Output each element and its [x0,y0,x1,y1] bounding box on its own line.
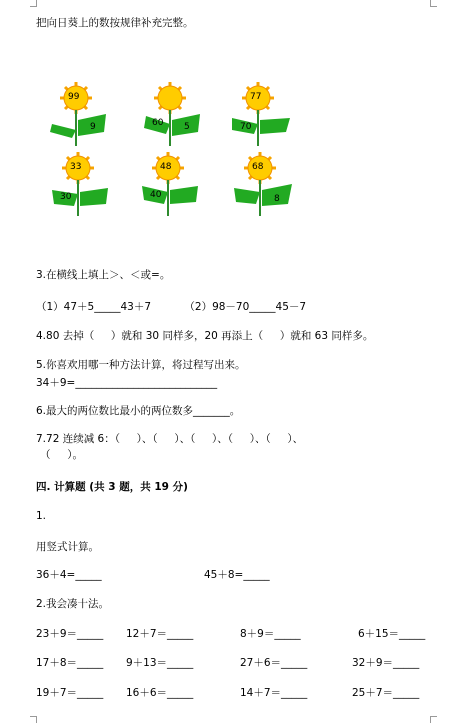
q3-line: （1）47＋5_____43＋7 （2）98－70_____45－7 [36,301,307,313]
leaf-number: 70 [240,122,252,132]
sunflower [140,150,210,224]
leaf-number: 8 [274,194,280,204]
flower-number: 48 [160,162,172,172]
q4-text: 4.80 去掉（ ）就和 30 同样多，20 再添上（ ）就和 63 同样多。 [36,330,374,342]
corner-mark [30,0,37,7]
leaf-number: 40 [150,190,162,200]
c2-problem: 14＋7＝_____ [240,687,308,699]
q7-line2: （ ）。 [40,449,83,461]
c2-problem: 9＋13＝_____ [126,657,194,669]
sunflower [48,80,118,154]
sunflower [50,150,120,224]
c2-problem: 27＋6＝_____ [240,657,308,669]
c2-problem: 23＋9＝_____ [36,628,104,640]
c1-problem: 45＋8=_____ [204,569,270,581]
sunflower [142,80,212,154]
c2-problem: 17＋8＝_____ [36,657,104,669]
sunflower-icon [140,150,210,220]
c1-number: 1. [36,510,47,522]
q6-text: 6.最大的两位数比最小的两位数多_______。 [36,405,241,417]
q3-title: 3.在横线上填上＞、＜或=。 [36,269,171,281]
c2-problem: 16＋6＝_____ [126,687,194,699]
corner-mark [430,0,437,7]
c2-title: 2.我会凑十法。 [36,598,110,610]
flower-number: 99 [68,92,80,102]
q5-expr: 34＋9=___________________________ [36,377,218,389]
leaf-number: 30 [60,192,72,202]
sunflower-icon [50,150,120,220]
flower-number: 77 [250,92,262,102]
c2-problem: 8＋9＝_____ [240,628,301,640]
leaf-number: 60 [152,118,164,128]
c2-problem: 12＋7＝_____ [126,628,194,640]
c2-problem: 32＋9＝_____ [352,657,420,669]
c1-instruction: 用竖式计算。 [36,541,99,553]
corner-mark [30,716,37,723]
sunflower [232,150,302,224]
sunflower-icon [48,80,118,150]
q7-line1: 7.72 连续减 6：（ ）、（ ）、（ ）、（ ）、（ ）、 [36,433,304,445]
sunflower-icon [232,150,302,220]
flower-number: 33 [70,162,82,172]
leaf-number: 5 [184,122,190,132]
corner-mark [430,716,437,723]
flower-number: 68 [252,162,264,172]
section-heading: 四. 计算题 (共 3 题，共 19 分) [36,481,188,493]
c2-problem: 19＋7＝_____ [36,687,104,699]
q5-title: 5.你喜欢用哪一种方法计算，将过程写出来。 [36,359,246,371]
c2-problem: 6＋15＝_____ [358,628,426,640]
c2-problem: 25＋7＝_____ [352,687,420,699]
sunflower-icon [230,80,300,150]
intro-text: 把向日葵上的数按规律补充完整。 [36,17,194,29]
sunflower [230,80,300,154]
c1-problem: 36＋4=_____ [36,569,102,581]
leaf-number: 9 [90,122,96,132]
sunflower-icon [142,80,212,150]
